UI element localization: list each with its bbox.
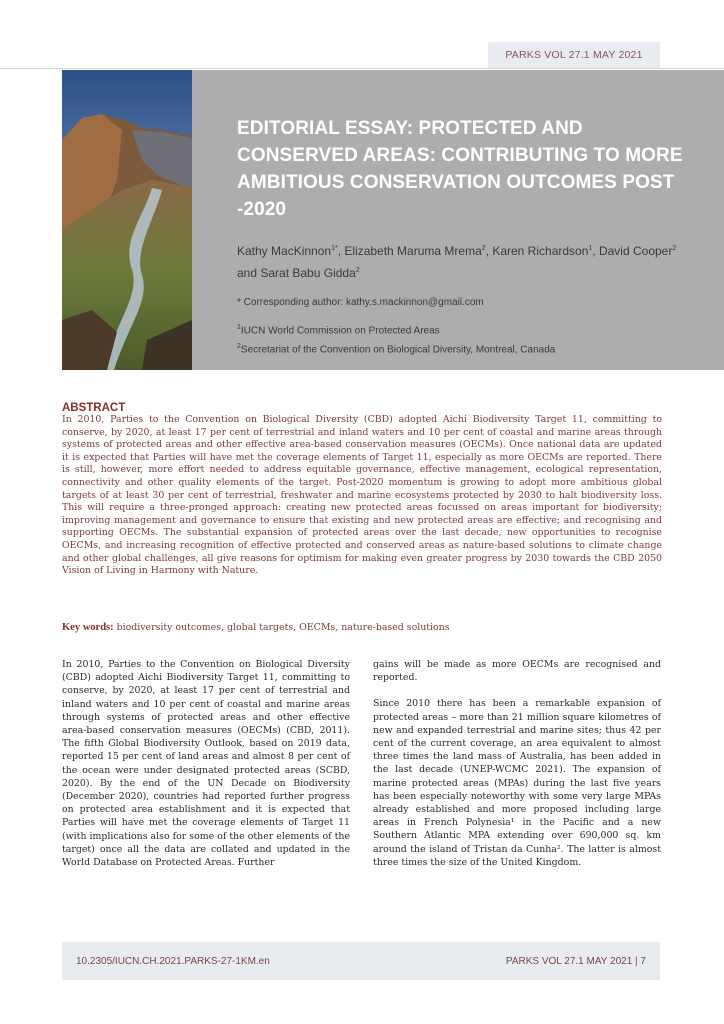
author-name: Karen Richardson bbox=[492, 244, 589, 258]
keywords-text: biodiversity outcomes, global targets, OECMs, nature-based solutions bbox=[113, 622, 450, 633]
body-column-left bbox=[62, 658, 350, 869]
author-name: Elizabeth Maruma Mrema bbox=[344, 244, 482, 258]
article-title: EDITORIAL ESSAY: PROTECTED AND CONSERVED AREAS: CONTRIBUTING TO MORE AMBITIOUS CONSERVATION OUTCOMES POST -2020 bbox=[237, 118, 683, 220]
author-affiliation-mark: 1* bbox=[331, 245, 338, 252]
author-separator: and bbox=[237, 266, 261, 280]
author-name: Kathy MacKinnon bbox=[237, 244, 332, 258]
author-list bbox=[237, 239, 687, 283]
abstract-heading: ABSTRACT bbox=[62, 402, 126, 414]
body-paragraph: Since 2010 there has been a remarkable expansion of protected areas – more than 21 million square kilometres of new and expanded terrestrial and marine sites; thus 42 per cent of the current coverage, an area equivalent to almost three times the land mass of Australia, has been added in the last decade (UNEP-WCMC 2021). The expansion of marine protected areas (MPAs) during the last five years has been especially noteworthy with some very large MPAs already established and more proposed including large areas in French Polynesia¹ in the Pacific and a new Southern Atlantic MPA extending over 690,000 sq. km around the island of Tristan da Cunha². The latter is almost three times the size of the United Kingdom. bbox=[373, 698, 661, 868]
body-paragraph: In 2010, Parties to the Convention on Biological Diversity (CBD) adopted Aichi Biodiversity Target 11, committing to conserve, by 2020, at least 17 per cent of terrestrial and inland waters and 10 per cent of coastal and marine areas through systems of protected areas and other effective area-based conservation measures (OECMs) (CBD, 2011). The fifth Global Biodiversity Outlook, based on 2019 data, reported 15 per cent of land areas and almost 8 per cent of the ocean were under designated protected areas (SCBD, 2020). By the end of the UN Decade on Biodiversity (December 2020), countries had reported further progress on protected area establishment and it is expected that Parties will have met the coverage elements of Target 11 (with implications also for some of the other elements of the target) once all the data are collated and updated in the World Database on Protected Areas. Further bbox=[62, 659, 350, 869]
author-separator: , bbox=[485, 244, 493, 258]
author-affiliation-mark: 2 bbox=[481, 245, 486, 252]
author-affiliation-mark: 1 bbox=[588, 245, 593, 252]
affiliation-text: IUCN World Commission on Protected Areas bbox=[240, 325, 440, 337]
author-affiliation-mark: 2 bbox=[355, 267, 360, 274]
keywords bbox=[62, 622, 662, 633]
journal-header-tab: PARKS VOL 27.1 MAY 2021 bbox=[488, 42, 660, 68]
affiliation-mark: 1 bbox=[237, 324, 241, 331]
corresponding-author: * Corresponding author: kathy.s.mackinnon@gmail.com bbox=[237, 297, 484, 308]
affiliation-line bbox=[237, 320, 687, 339]
page-footer bbox=[62, 942, 660, 980]
affiliation-text: Secretariat of the Convention on Biological Diversity, Montreal, Canada bbox=[240, 344, 556, 356]
author-name: Sarat Babu Gidda bbox=[260, 266, 356, 280]
abstract-section bbox=[62, 402, 662, 578]
body-paragraph: gains will be made as more OECMs are recognised and reported. bbox=[373, 659, 661, 684]
body-column-right bbox=[373, 658, 661, 869]
keywords-label: Key words: bbox=[62, 622, 114, 633]
affiliation-line bbox=[237, 339, 687, 358]
banner-text-block bbox=[237, 115, 687, 359]
header-rule bbox=[0, 68, 724, 69]
doi-link[interactable]: 10.2305/IUCN.CH.2021.PARKS-27-1KM.en bbox=[76, 955, 270, 967]
page-info: PARKS VOL 27.1 MAY 2021 | 7 bbox=[505, 955, 646, 967]
affiliation-mark: 2 bbox=[237, 343, 241, 351]
author-name: David Cooper bbox=[598, 244, 673, 258]
author-separator: , bbox=[337, 244, 345, 258]
affiliations bbox=[237, 320, 687, 359]
landscape-photo bbox=[62, 70, 192, 370]
abstract-text: In 2010, Parties to the Convention on Biological Diversity (CBD) adopted Aichi Biodiversity Target 11, committing to conserve, by 2020, at least 17 per cent of terrestrial and inland waters and 10 per cent of coastal and marine areas through systems of protected areas and other effective area-based conservation measures (OECMs). Once national data are updated it is expected that Parties will have met the coverage elements of Target 11, especially as more OECMs are reported. There is still, however, more effort needed to address equitable governance, effective management, ecological representation, connectivity and other quality elements of the target. Post-2020 momentum is growing to adopt more ambitious global targets of at least 30 per cent of terrestrial, freshwater and marine ecosystems protected by 2030 to halt biodiversity loss. This will require a three-pronged approach: creating new protected areas focussed on areas important for biodiversity; improving management and governance to ensure that existing and new protected areas are effective; and recognising and supporting OECMs. The substantial expansion of protected areas over the last decade, new opportunities to recognise OECMs, and increasing recognition of effective protected and conserved areas as nature-based solutions to climate change and other global challenges, all give reasons for optimism for making even greater progress by 2030 towards the CBD 2050 Vision of Living in Harmony with Nature. bbox=[62, 414, 662, 577]
author-affiliation-mark: 2 bbox=[672, 245, 677, 252]
author-separator: , bbox=[592, 244, 599, 258]
